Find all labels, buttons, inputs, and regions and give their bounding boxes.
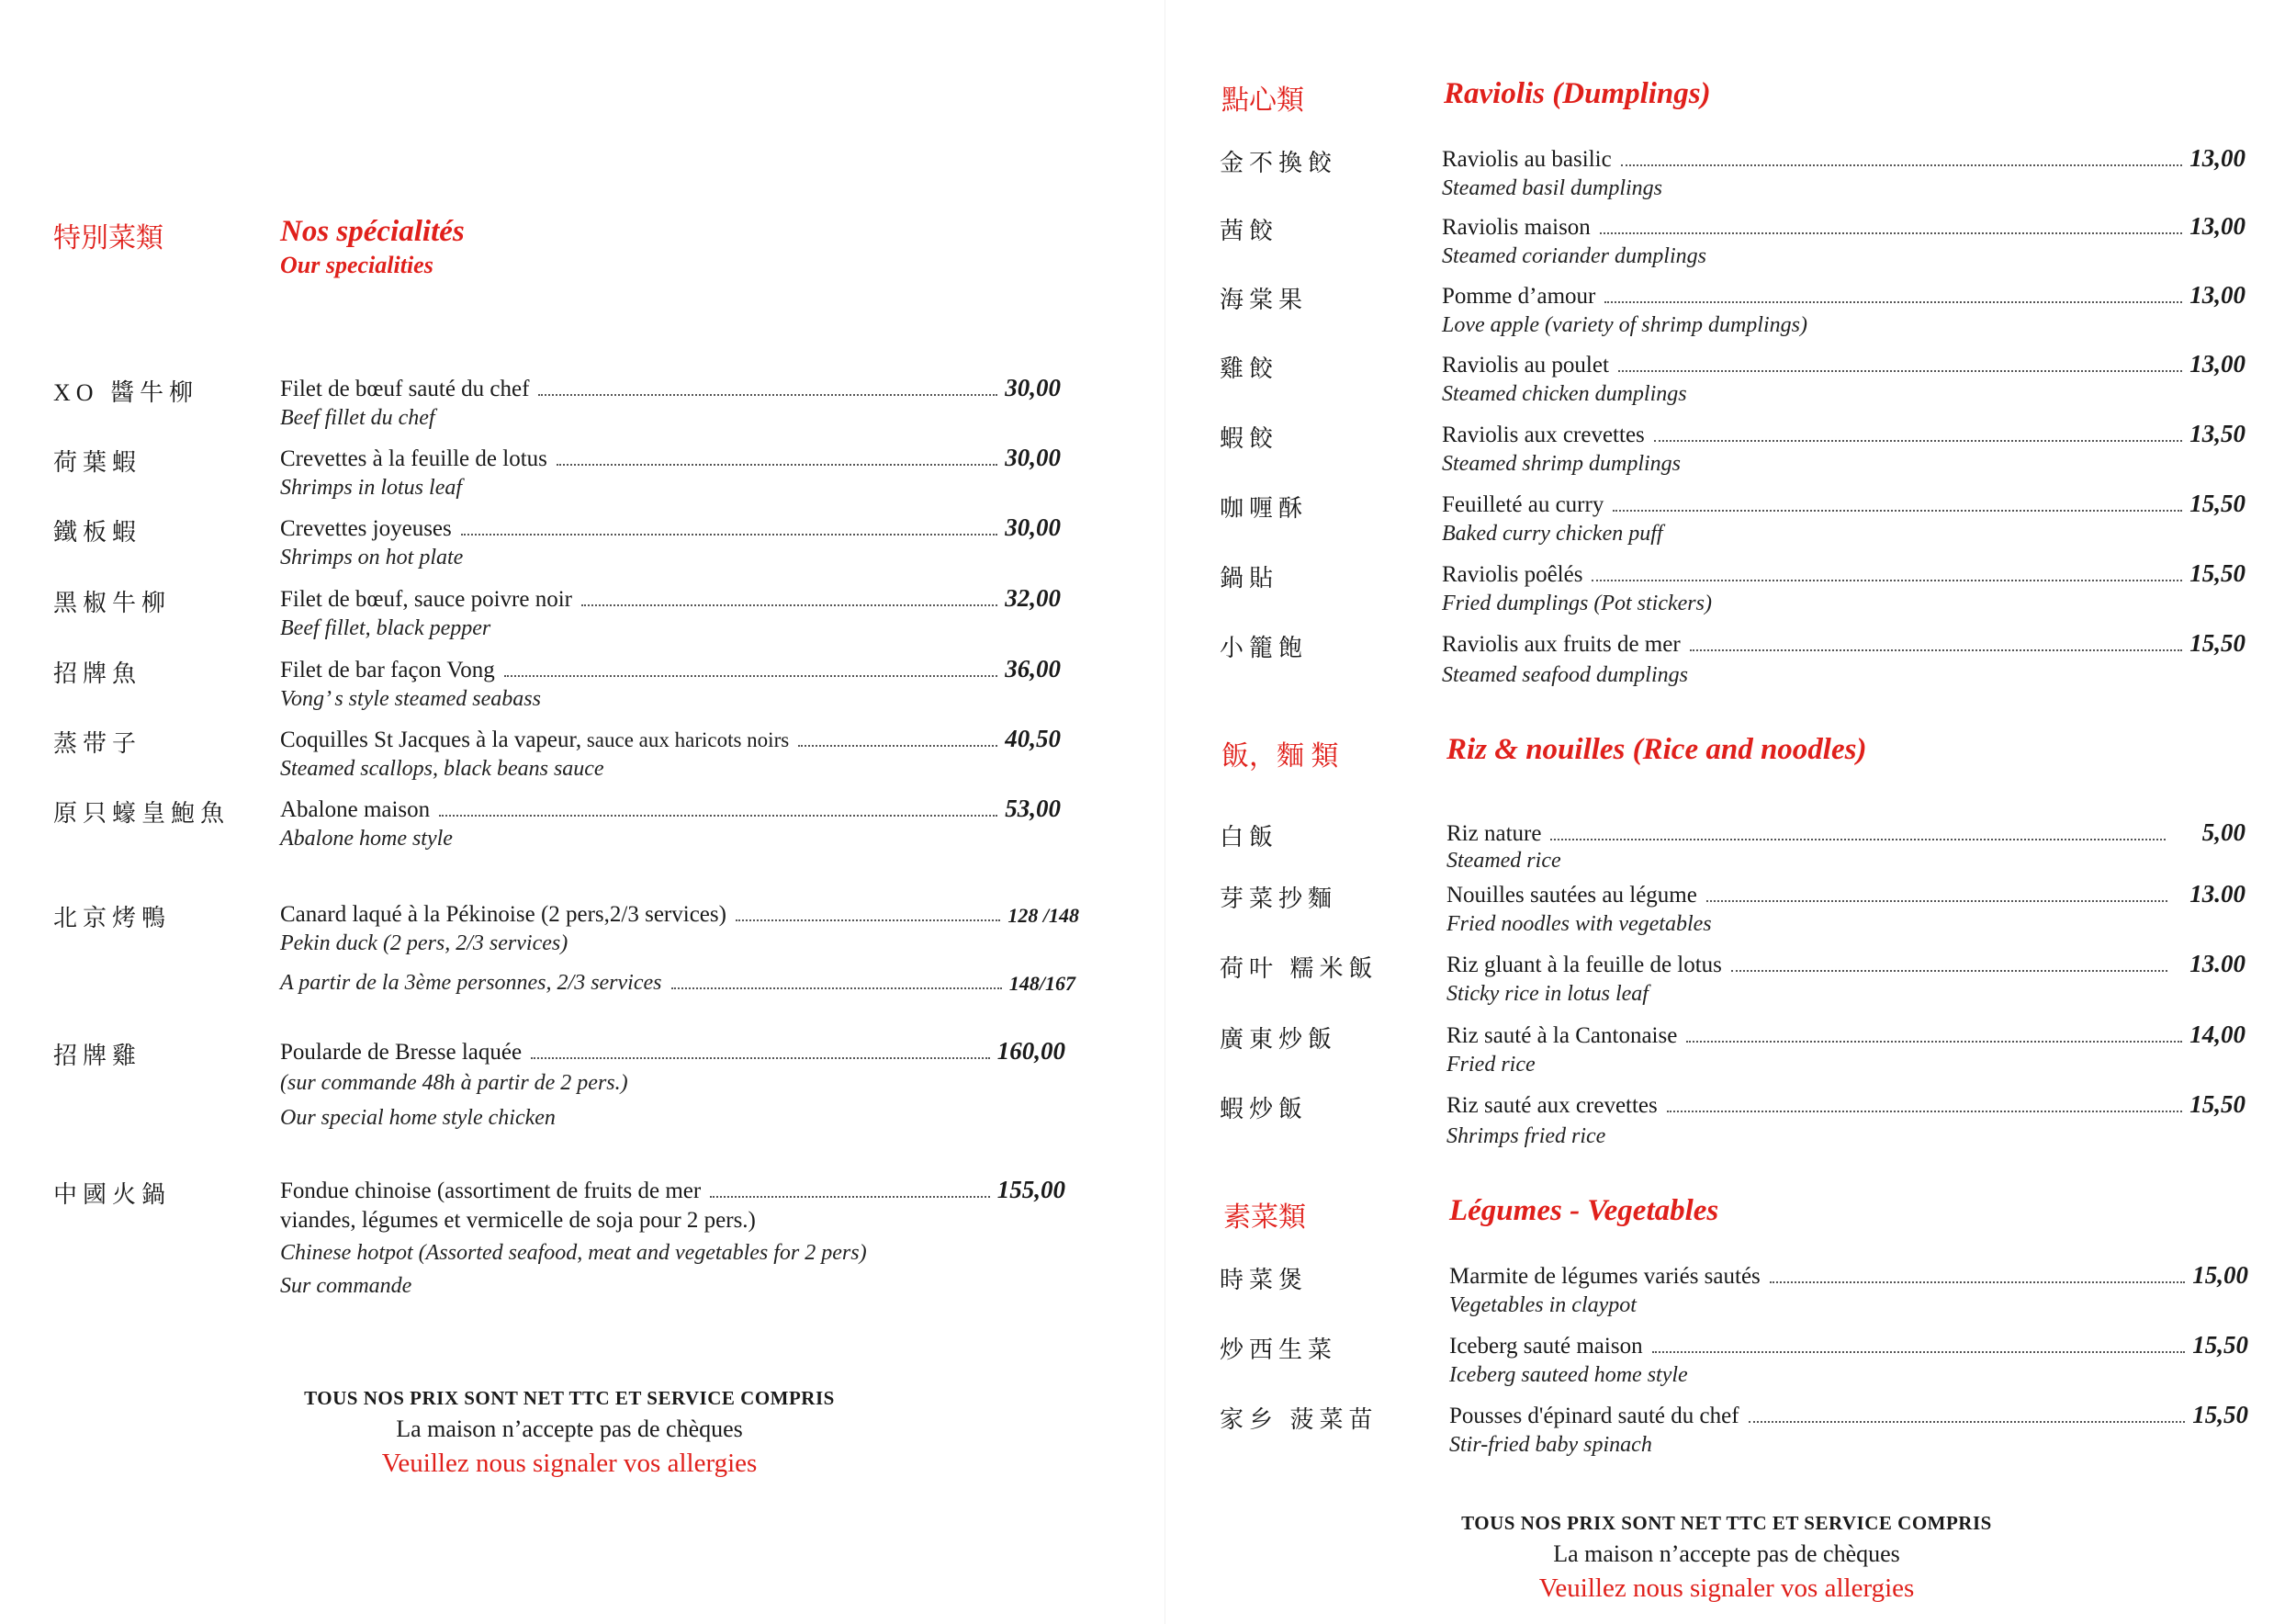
dish-price: 13.00 <box>2189 880 2245 908</box>
dish-name-english: Shrimps fried rice <box>1446 1124 1606 1148</box>
section-title-chinese: 點心類 <box>1221 85 1304 116</box>
dish-line <box>1446 1018 2245 1049</box>
dish-name-chinese: 荷葉蝦 <box>53 449 142 476</box>
leader-dots <box>557 464 997 466</box>
dish-line <box>280 722 1061 753</box>
leader-dots <box>1550 839 2165 840</box>
leader-dots <box>581 604 997 606</box>
dish-name-english: Steamed scallops, black beans sauce <box>280 757 604 781</box>
dish-name-chinese: 原只蠔皇鮑魚 <box>53 800 231 827</box>
dish-line <box>1442 487 2245 518</box>
dish-name-english: Steamed coriander dumplings <box>1442 244 1706 268</box>
menu-item <box>0 652 1166 711</box>
dish-price: 13.00 <box>2189 950 2245 977</box>
dish-name-english: Fried rice <box>1446 1053 1536 1077</box>
leader-dots <box>1604 301 2182 303</box>
dish-line <box>1449 1328 2248 1359</box>
dish-name-french: Abalone maison <box>280 797 431 822</box>
dish-name-chinese: 白飯 <box>1220 824 1279 851</box>
dish-name-chinese: 芽菜抄麵 <box>1220 885 1338 912</box>
leader-dots <box>1749 1421 2186 1423</box>
dish-name-french: Pousses d'épinard sauté du chef <box>1449 1404 1739 1428</box>
dish-name-french: Raviolis poêlés <box>1442 562 1583 587</box>
menu-item <box>0 722 1166 781</box>
dish-line <box>280 652 1061 683</box>
leader-dots <box>1613 510 2182 512</box>
menu-item <box>1166 487 2296 546</box>
dish-price: 15,50 <box>2189 490 2245 517</box>
dish-name-french: Nouilles sautées au légume <box>1446 883 1697 908</box>
menu-item <box>1166 278 2296 337</box>
leader-dots <box>1690 649 2183 651</box>
leader-dots <box>1667 1111 2182 1112</box>
dish-name-french: Marmite de légumes variés sautés <box>1449 1264 1761 1289</box>
menu-item <box>0 511 1166 570</box>
price-notice: TOUS NOS PRIX SONT NET TTC ET SERVICE COMPRIS <box>1461 1512 1992 1534</box>
dish-line <box>1442 557 2245 588</box>
dish-name-french <box>280 902 726 928</box>
dish-name-french: Riz sauté à la Cantonaise <box>1446 1023 1678 1048</box>
dish-extra-note: A partir de la 3ème personnes, 2/3 services <box>280 971 662 995</box>
dish-name-english: Shrimps on hot plate <box>280 546 464 570</box>
dish-price: 13,00 <box>2189 281 2245 309</box>
dish-name-chinese: 鐵板蝦 <box>53 519 142 546</box>
leader-dots <box>671 987 1002 989</box>
dish-price: 15,50 <box>2189 1090 2245 1118</box>
dish-name-chinese: 金不換餃 <box>1220 150 1338 176</box>
dish-line <box>280 792 1061 823</box>
leader-dots <box>538 394 997 396</box>
dish-price: 160,00 <box>996 1037 1065 1065</box>
dish-price: 15,50 <box>2192 1331 2248 1359</box>
dish-line <box>1442 141 2245 173</box>
dish-name-chinese: 炒西生菜 <box>1220 1336 1338 1363</box>
dish-name-chinese: 招牌魚 <box>53 660 142 687</box>
leader-dots <box>439 815 997 817</box>
section-header-specialities <box>0 215 1166 278</box>
leader-dots <box>1770 1281 2185 1283</box>
leader-dots <box>1686 1041 2182 1043</box>
menu-item <box>1166 347 2296 406</box>
dish-name-english: Steamed chicken dumplings <box>1442 382 1687 406</box>
menu-item <box>0 371 1166 430</box>
menu-item <box>1166 816 2296 871</box>
dish-line <box>1442 417 2245 448</box>
dish-name-english: Beef fillet, black pepper <box>280 616 491 640</box>
dish-name-english: Iceberg sauteed home style <box>1449 1363 1688 1387</box>
dish-line <box>1446 816 2245 847</box>
dish-price: 13,00 <box>2189 212 2245 240</box>
leader-dots <box>1652 1351 2186 1353</box>
section-title-chinese: 特別菜類 <box>53 223 163 254</box>
dish-name-chinese: 咖喱酥 <box>1220 495 1309 522</box>
dish-line <box>280 371 1061 402</box>
dish-price: 15,50 <box>2192 1401 2248 1428</box>
menu-item <box>1166 626 2296 687</box>
leader-dots <box>710 1196 990 1198</box>
dish-name-english: Beef fillet du chef <box>280 406 435 430</box>
dish-line <box>280 581 1061 613</box>
dish-name-french: Raviolis au poulet <box>1442 353 1609 378</box>
menu-item <box>1166 417 2296 476</box>
menu-item <box>1166 1398 2296 1457</box>
dish-name-chinese: 中國火鍋 <box>53 1181 172 1208</box>
menu-item <box>0 792 1166 851</box>
section-header-vegetables <box>1166 1194 2296 1240</box>
dish-name-chinese: 茜餃 <box>1220 218 1279 244</box>
dish-price: 15,50 <box>2189 629 2245 657</box>
dish-name-english: Stir-fried baby spinach <box>1449 1433 1652 1457</box>
dish-order-note: (sur commande 48h à partir de 2 pers.) <box>280 1071 628 1095</box>
leader-dots <box>461 534 997 536</box>
dish-price: 13,50 <box>2189 420 2245 447</box>
cheque-notice: La maison n’accepte pas de chèques <box>1553 1540 1900 1567</box>
dish-name-chinese: 鍋貼 <box>1220 565 1279 592</box>
dish-name-chinese: 蝦餃 <box>1220 425 1279 452</box>
dish-price: 32,00 <box>1005 584 1061 612</box>
dish-name-english: Chinese hotpot (Assorted seafood, meat and vegetables for 2 pers) <box>280 1241 867 1265</box>
section-title-chinese: 飯，麵 類 <box>1221 741 1339 772</box>
dish-name-french: Filet de bœuf sauté du chef <box>280 377 530 401</box>
menu-item <box>1166 557 2296 615</box>
section-title: Riz & nouilles (Rice and noodles) <box>1446 733 1867 766</box>
dish-name-english: Vegetables in claypot <box>1449 1293 1637 1317</box>
allergy-notice: Veuillez nous signaler vos allergies <box>381 1449 758 1478</box>
dish-name-french: Raviolis aux crevettes <box>1442 423 1645 447</box>
dish-line <box>280 897 1079 928</box>
dish-name-english: Fried noodles with vegetables <box>1446 912 1712 936</box>
dish-name-english: Our special home style chicken <box>280 1106 556 1130</box>
dish-extra-price: 148/167 <box>1008 972 1075 995</box>
menu-item <box>1166 947 2296 1006</box>
dish-price: 128 /148 <box>1007 904 1079 927</box>
dish-name-french: Filet de bœuf, sauce poivre noir <box>280 587 572 612</box>
dish-line <box>1449 1398 2248 1429</box>
dish-order-note: Sur commande <box>280 1274 412 1298</box>
dish-line <box>280 1034 1065 1066</box>
section-title: Légumes - Vegetables <box>1449 1194 1719 1227</box>
dish-extra-line <box>280 964 1075 996</box>
dish-line <box>1449 1258 2248 1290</box>
dish-price: 13,00 <box>2189 350 2245 378</box>
menu-item <box>0 1034 1166 1135</box>
leader-dots <box>798 745 997 747</box>
menu-item <box>1166 1328 2296 1387</box>
dish-line <box>1442 209 2245 241</box>
dish-name-english: Love apple (variety of shrimp dumplings) <box>1442 313 1807 337</box>
dish-line <box>1442 347 2245 378</box>
dish-price: 53,00 <box>1005 795 1061 822</box>
leader-dots <box>1621 164 2183 166</box>
menu-item <box>0 1173 1166 1311</box>
dish-serving-note: (2 pers,2/3 services) <box>535 902 726 927</box>
menu-footer-notice <box>239 1387 900 1479</box>
dish-name-french: Filet de bar façon Vong <box>280 658 495 682</box>
dish-name-french: Crevettes à la feuille de lotus <box>280 446 547 471</box>
dish-line <box>1442 626 2245 658</box>
cheque-notice: La maison n’accepte pas de chèques <box>396 1415 743 1442</box>
section-header-rice-noodles <box>1166 733 2296 779</box>
dish-name-french: Pomme d’amour <box>1442 284 1596 309</box>
dish-name-chinese: 海棠果 <box>1220 287 1309 313</box>
section-title: Nos spécialités <box>280 215 465 248</box>
dish-name-french: Raviolis maison <box>1442 215 1591 240</box>
dish-name-english: Fried dumplings (Pot stickers) <box>1442 592 1712 615</box>
price-notice: TOUS NOS PRIX SONT NET TTC ET SERVICE COMPRIS <box>304 1387 835 1409</box>
dish-price: 5,00 <box>2201 818 2245 846</box>
section-title: Raviolis (Dumplings) <box>1444 77 1711 110</box>
dish-name-chinese: 廣東炒飯 <box>1220 1026 1338 1053</box>
dish-price: 30,00 <box>1005 374 1061 401</box>
dish-line <box>1446 877 2245 908</box>
allergy-notice: Veuillez nous signaler vos allergies <box>1538 1573 1915 1603</box>
dish-name-french <box>280 727 789 753</box>
leader-dots <box>1592 580 2182 581</box>
dish-name-english: Baked curry chicken puff <box>1442 522 1663 546</box>
dish-name-english: Pekin duck (2 pers, 2/3 services) <box>280 931 568 955</box>
dish-price: 30,00 <box>1005 513 1061 541</box>
dish-name-english: Steamed seafood dumplings <box>1442 663 1688 687</box>
dish-line <box>1442 278 2245 310</box>
dish-name-french: Fondue chinoise (assortiment de fruits de mer <box>280 1179 702 1203</box>
dish-name-chinese: 小籠飽 <box>1220 635 1309 661</box>
dish-name-english: Steamed basil dumplings <box>1442 176 1662 200</box>
menu-item <box>1166 141 2296 200</box>
dish-name-french: Poularde de Bresse laquée <box>280 1040 523 1065</box>
leader-dots <box>1618 370 2182 372</box>
dish-name-chinese: 時菜煲 <box>1220 1267 1309 1293</box>
dish-name-french-main: Canard laqué à la Pékinoise <box>280 902 535 927</box>
dish-line <box>1446 1088 2245 1119</box>
menu-item <box>0 581 1166 640</box>
dish-name-chinese: 北京烤鴨 <box>53 905 172 931</box>
leader-dots <box>736 919 1000 921</box>
menu-item <box>1166 1088 2296 1148</box>
dish-name-english: Steamed rice <box>1446 849 1561 873</box>
dish-price: 36,00 <box>1005 655 1061 682</box>
menu-item <box>1166 1018 2296 1077</box>
dish-name-chinese: 家乡 菠菜苗 <box>1220 1406 1379 1433</box>
dish-name-french-continued: viandes, légumes et vermicelle de soja pour 2 pers.) <box>280 1208 756 1233</box>
menu-footer-notice <box>1396 1512 2057 1604</box>
menu-item <box>1166 877 2296 936</box>
dish-name-french: Riz sauté aux crevettes <box>1446 1093 1658 1118</box>
dish-name-chinese: 雞餃 <box>1220 355 1279 382</box>
dish-name-english: Shrimps in lotus leaf <box>280 476 463 500</box>
dish-name-chinese: 招牌雞 <box>53 1043 142 1069</box>
dish-price: 40,50 <box>1005 725 1061 752</box>
dish-name-french: Riz nature <box>1446 821 1542 846</box>
dish-name-english: Vong’ s style steamed seabass <box>280 687 541 711</box>
dish-price: 155,00 <box>996 1176 1065 1203</box>
leader-dots <box>1600 232 2182 234</box>
dish-line <box>1446 947 2245 978</box>
dish-price: 13,00 <box>2189 144 2245 172</box>
dish-name-chinese: XO 醬牛柳 <box>53 379 199 406</box>
leader-dots <box>1706 900 2167 902</box>
dish-name-french-main: Coquilles St Jacques à la vapeur, <box>280 727 582 752</box>
dish-line <box>280 1173 1065 1204</box>
dish-name-chinese: 荷叶 糯米飯 <box>1220 955 1379 982</box>
dish-name-french: Crevettes joyeuses <box>280 516 452 541</box>
section-subtitle: Our specialities <box>280 252 433 278</box>
menu-item <box>1166 1258 2296 1317</box>
dish-sauce-note: sauce aux haricots noirs <box>581 728 790 751</box>
menu-item <box>0 897 1166 998</box>
dish-name-french: Raviolis au basilic <box>1442 147 1612 172</box>
dish-price: 30,00 <box>1005 444 1061 471</box>
dish-price: 15,00 <box>2192 1261 2248 1289</box>
dish-name-english: Steamed shrimp dumplings <box>1442 452 1681 476</box>
leader-dots <box>504 675 997 677</box>
dish-name-french: Iceberg sauté maison <box>1449 1334 1643 1359</box>
leader-dots <box>531 1057 990 1059</box>
dish-name-french: Riz gluant à la feuille de lotus <box>1446 953 1722 977</box>
leader-dots <box>1731 970 2167 972</box>
leader-dots <box>1654 440 2182 442</box>
dish-price: 15,50 <box>2189 559 2245 587</box>
dish-price: 14,00 <box>2189 1021 2245 1048</box>
dish-line <box>280 511 1061 542</box>
menu-item <box>0 441 1166 500</box>
dish-line <box>280 441 1061 472</box>
dish-name-english: Sticky rice in lotus leaf <box>1446 982 1649 1006</box>
section-title-chinese: 素菜類 <box>1223 1202 1306 1233</box>
dish-name-french: Feuilleté au curry <box>1442 492 1604 517</box>
dish-name-english: Abalone home style <box>280 827 453 851</box>
dish-name-chinese: 蒸带子 <box>53 730 142 757</box>
dish-name-chinese: 黑椒牛柳 <box>53 590 172 616</box>
menu-item <box>1166 209 2296 268</box>
dish-name-chinese: 蝦炒飯 <box>1220 1096 1309 1122</box>
dish-name-french: Raviolis aux fruits de mer <box>1442 632 1681 657</box>
section-header-dumplings <box>1166 77 2296 123</box>
menu-page-right <box>1166 0 2296 1624</box>
